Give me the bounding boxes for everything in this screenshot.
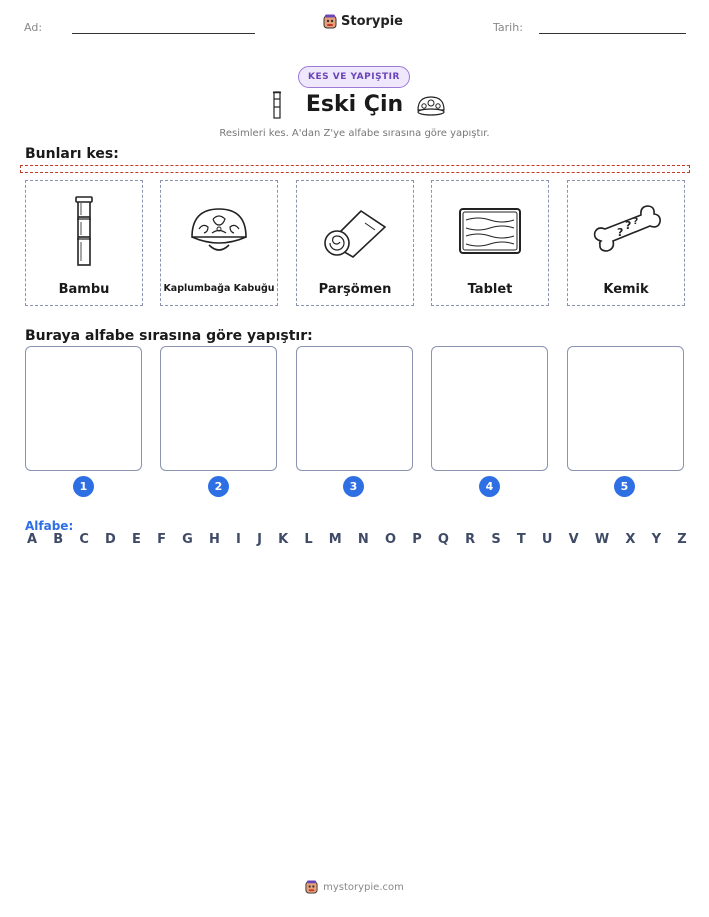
- alphabet-letter: H: [208, 532, 220, 547]
- alphabet-letter: N: [357, 532, 369, 547]
- name-line[interactable]: [72, 33, 255, 34]
- cut-card-label: Parşömen: [318, 282, 392, 297]
- alphabet-letter: O: [384, 532, 397, 547]
- date-label: Tarih:: [493, 21, 523, 34]
- alphabet-letter: V: [568, 532, 579, 547]
- page-title: Eski Çin: [305, 92, 404, 117]
- alphabet-label: Alfabe:: [25, 519, 74, 533]
- slot-number-badge: 3: [343, 476, 364, 497]
- alphabet-letter: Z: [677, 532, 687, 547]
- cut-card-label: Bambu: [58, 282, 110, 297]
- svg-text:?: ?: [633, 217, 639, 227]
- slot-number-badge: 1: [73, 476, 94, 497]
- alphabet-letter: F: [157, 532, 166, 547]
- alphabet-row: [27, 532, 687, 547]
- paste-slot-1[interactable]: [25, 346, 142, 471]
- footer-site[interactable]: mystorypie.com: [323, 881, 404, 893]
- cut-line: [20, 165, 690, 173]
- bone-icon: [591, 203, 661, 259]
- paste-slot-4[interactable]: [431, 346, 548, 471]
- alphabet-letter: S: [491, 532, 501, 547]
- alphabet-letter: K: [278, 532, 289, 547]
- alphabet-letter: X: [625, 532, 636, 547]
- paste-section-heading: Buraya alfabe sırasına göre yapıştır:: [25, 328, 313, 344]
- cut-card-label: Tablet: [467, 282, 513, 297]
- alphabet-letter: W: [594, 532, 610, 547]
- alphabet-letter: J: [257, 532, 262, 547]
- alphabet-letter: M: [328, 532, 342, 547]
- activity-badge: KES VE YAPIŞTIR: [298, 66, 410, 88]
- alphabet-letter: I: [236, 532, 241, 547]
- cut-card-label: Kemik: [603, 282, 649, 297]
- cut-card-bamboo[interactable]: [25, 180, 143, 306]
- instructions: Resimleri kes. A'dan Z'ye alfabe sırasına göre yapıştır.: [219, 128, 490, 139]
- scroll-icon: [319, 203, 391, 259]
- alphabet-letter: E: [132, 532, 141, 547]
- alphabet-letter: G: [182, 532, 193, 547]
- storypie-mascot-icon: [323, 14, 337, 29]
- alphabet-letter: Y: [651, 532, 662, 547]
- footer: [0, 880, 709, 894]
- svg-text:?: ?: [617, 226, 624, 239]
- name-label: Ad:: [24, 21, 43, 34]
- cut-card-bone[interactable]: [567, 180, 685, 306]
- alphabet-letter: A: [27, 532, 38, 547]
- brand-name: Storypie: [341, 14, 403, 29]
- alphabet-letter: Q: [437, 532, 449, 547]
- slot-number-badge: 4: [479, 476, 500, 497]
- paste-slot-3[interactable]: [296, 346, 413, 471]
- storypie-mascot-icon: [305, 880, 318, 894]
- alphabet-letter: B: [53, 532, 64, 547]
- slot-number-badge: 5: [614, 476, 635, 497]
- cut-section-heading: Bunları kes:: [25, 146, 119, 162]
- brand-logo: [323, 14, 403, 29]
- cut-card-tablet[interactable]: [431, 180, 549, 306]
- alphabet-letter: R: [465, 532, 476, 547]
- alphabet-letter: U: [541, 532, 553, 547]
- paste-slot-5[interactable]: [567, 346, 684, 471]
- alphabet-letter: P: [412, 532, 422, 547]
- turtle-shell-icon: [187, 203, 251, 259]
- alphabet-letter: T: [516, 532, 526, 547]
- alphabet-letter: C: [79, 532, 89, 547]
- tablet-icon: [458, 206, 522, 256]
- cut-card-label: Kaplumbağa Kabuğu: [163, 283, 275, 294]
- alphabet-letter: L: [304, 532, 313, 547]
- title-turtle-shell-icon: [415, 94, 447, 122]
- bamboo-icon: [69, 195, 99, 267]
- slot-number-badge: 2: [208, 476, 229, 497]
- alphabet-letter: D: [105, 532, 116, 547]
- cut-card-turtle-shell[interactable]: [160, 180, 278, 306]
- paste-slot-2[interactable]: [160, 346, 277, 471]
- cut-card-scroll[interactable]: [296, 180, 414, 306]
- svg-text:?: ?: [625, 219, 632, 232]
- date-line[interactable]: [539, 33, 686, 34]
